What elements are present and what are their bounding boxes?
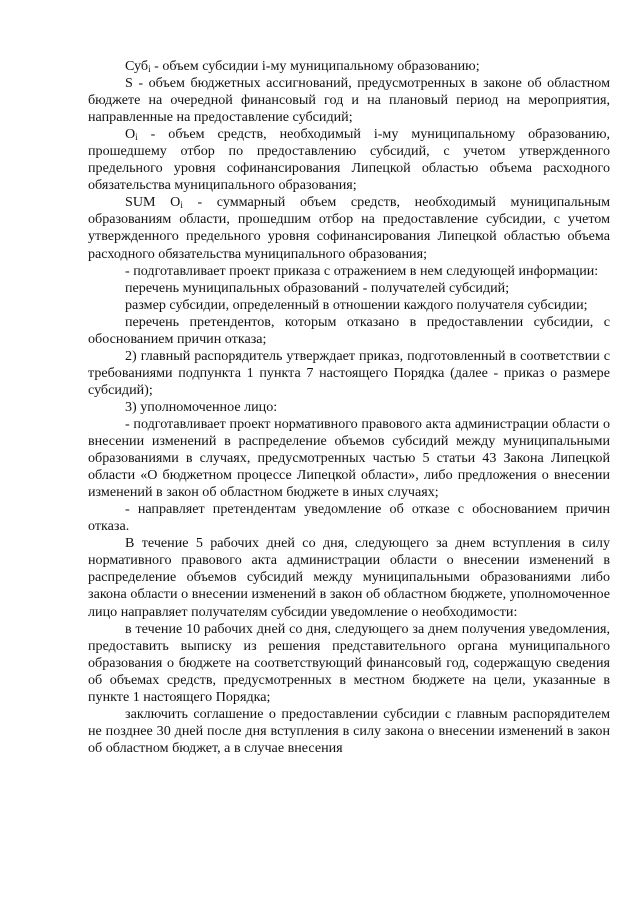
- paragraph-text: заключить соглашение о предоставлении субсидии с главным распорядителем не позднее 30 дней после дня вступления в силу закона о внесении изменений в закон об областном бюджет, а в случае внесения: [88, 705, 610, 756]
- paragraph: [88, 314, 610, 348]
- paragraph-text: в течение 10 рабочих дней со дня, следующего за днем получения уведомления, предоставить выписку из решения представительного органа муниципального образования о бюджете на соответствующий финансовый год, содержащую сведения об объемах средств, предусмотренных в местном бюджете на цели, указанные в пункте 1 настоящего Порядка;: [88, 620, 610, 705]
- paragraph: [88, 535, 610, 620]
- paragraph-text: Суб: [125, 58, 149, 74]
- paragraph-text: O: [125, 126, 136, 143]
- paragraph-text: - объем средств, необходимый i-му муниципальному образованию, прошедшему отбор по предоставлению субсидий, с учетом утвержденного предельного уровня софинансирования Липецкой областью объема расходного обязательства муниципального образования;: [88, 126, 610, 194]
- paragraph-text: - подготавливает проект приказа с отражением в нем следующей информации:: [125, 262, 599, 279]
- paragraph: [88, 399, 610, 416]
- paragraph: [88, 58, 610, 75]
- paragraph-text: - объем субсидии i-му муниципальному образованию;: [150, 58, 480, 74]
- paragraph: [88, 75, 610, 126]
- paragraph-text: 2) главный распорядитель утверждает приказ, подготовленный в соответствии с требованиями подпункта 1 пункта 7 настоящего Порядка (далее - приказ о размере субсидий);: [88, 347, 610, 398]
- subscript: i: [135, 132, 138, 143]
- subscript: i: [148, 64, 151, 74]
- paragraph-text: В течение 5 рабочих дней со дня, следующего за днем вступления в силу нормативного правового акта администрации области о внесении изменений в распределение объемов субсидий между муниципальными образованиями либо закона области о внесении изменений в закон об областном бюджете, уполномоченное лицо направляет получателям субсидии уведомление о необходимости:: [88, 535, 610, 620]
- paragraph: [88, 280, 610, 297]
- paragraph-text: - направляет претендентам уведомление об отказе с обоснованием причин отказа.: [88, 501, 610, 535]
- paragraph-text: размер субсидии, определенный в отношении каждого получателя субсидии;: [125, 296, 588, 313]
- document-body: [88, 58, 610, 757]
- paragraph-text: S - объем бюджетных ассигнований, предусмотренных в законе об областном бюджете на очередной финансовый год и на плановый период на мероприятия, направленные на предоставление субсидий;: [88, 75, 610, 126]
- paragraph-text: 3) уполномоченное лицо:: [125, 398, 278, 415]
- paragraph: [88, 706, 610, 757]
- paragraph: [88, 501, 610, 535]
- paragraph-text: SUM O: [125, 194, 181, 211]
- paragraph-text: перечень претендентов, которым отказано в предоставлении субсидии, с обоснованием причин отказа;: [88, 313, 610, 347]
- paragraph: [88, 297, 610, 314]
- paragraph: [88, 194, 610, 262]
- subscript: i: [180, 200, 183, 211]
- paragraph: [88, 126, 610, 194]
- paragraph: [88, 416, 610, 501]
- paragraph: [88, 263, 610, 280]
- paragraph: [88, 621, 610, 706]
- paragraph-text: перечень муниципальных образований - получателей субсидий;: [125, 279, 510, 296]
- paragraph: [88, 348, 610, 399]
- paragraph-text: - подготавливает проект нормативного правового акта администрации области о внесении изменений в распределение объемов субсидий между муниципальными образованиями в случаях, предусмотренных частью 5 статьи 43 Закона Липецкой области «О бюджетном процессе Липецкой области», либо предложения о внесении изменений в закон об областном бюджете в иных случаях;: [88, 415, 610, 501]
- paragraph-text: - суммарный объем средств, необходимый муниципальным образованиям области, прошедшим отбор на предоставление субсидии, с учетом утвержденного предельного уровня софинансирования Липецкой областью объема расходного обязательства муниципального образования;: [88, 194, 611, 262]
